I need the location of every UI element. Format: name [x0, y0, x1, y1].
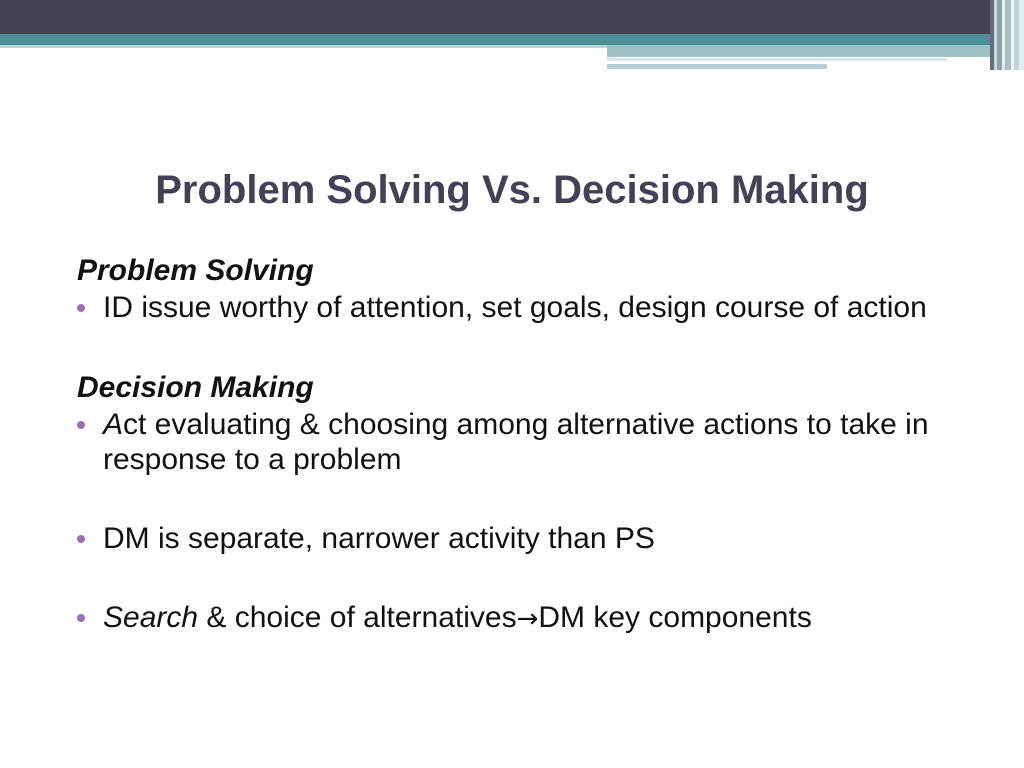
bullet-icon [77, 535, 85, 543]
accent-line-lower [607, 64, 827, 69]
arrow-right-icon: → [516, 604, 539, 634]
bullet-text-end: DM key components [538, 601, 812, 634]
corner-stripes-decoration [990, 0, 1024, 70]
bullet-icon [77, 304, 85, 312]
spacer [77, 477, 977, 521]
bullet-item [77, 521, 977, 556]
bullet-item [77, 407, 977, 477]
top-header-bar [0, 0, 1024, 34]
bullet-icon [77, 421, 85, 429]
section-heading-problem-solving: Problem Solving [77, 254, 314, 287]
teal-accent-thin-band [0, 45, 607, 48]
slide-title: Problem Solving Vs. Decision Making [155, 168, 869, 212]
bullet-text: ct evaluating & choosing among alternative actions to take in response to a problem [103, 408, 929, 476]
bullet-item [77, 290, 977, 325]
bullet-first-letter: A [103, 408, 124, 441]
accent-line-upper [607, 58, 947, 61]
bullet-text: DM is separate, narrower activity than PS [103, 522, 655, 555]
spacer [77, 325, 977, 369]
teal-accent-band [0, 34, 1024, 45]
spacer [77, 556, 977, 600]
bullet-text: & choice of alternatives [198, 601, 517, 634]
bullet-icon [77, 614, 85, 622]
section-heading-decision-making: Decision Making [77, 371, 314, 404]
bullet-text: ID issue worthy of attention, set goals, design course of action [103, 291, 927, 324]
teal-accent-right-block [607, 45, 1024, 57]
bullet-lead-italic: Search [103, 601, 199, 634]
slide-body [77, 252, 977, 637]
bullet-item [77, 600, 977, 637]
